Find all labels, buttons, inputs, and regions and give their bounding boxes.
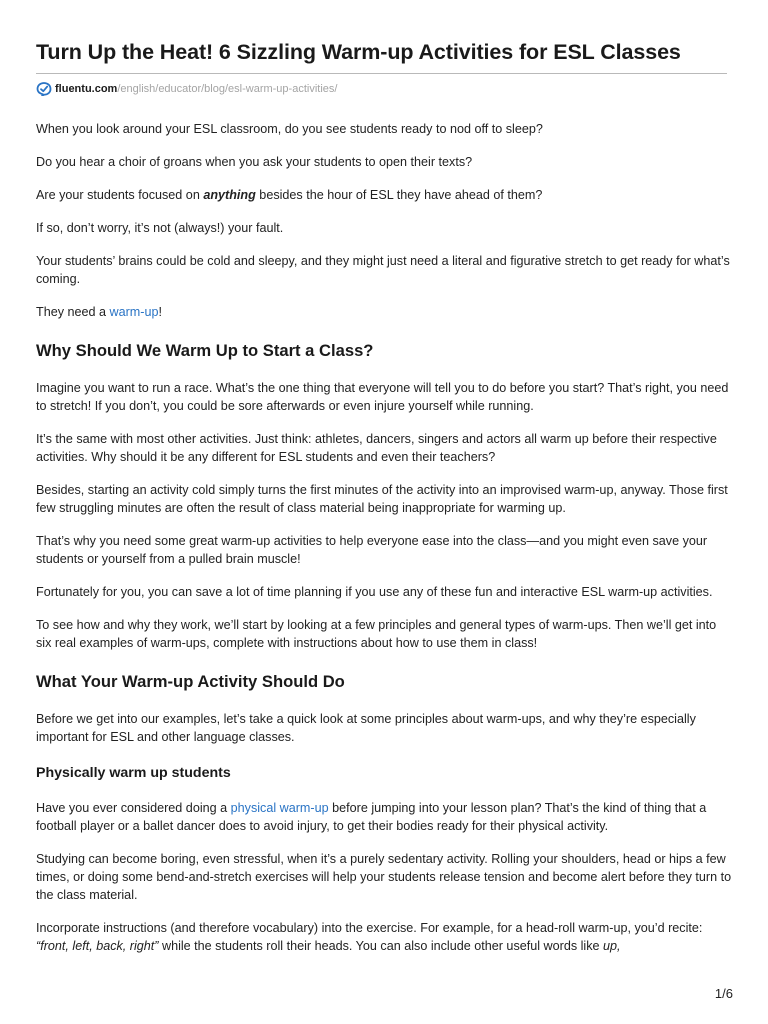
- emphasis-up: up,: [603, 939, 621, 953]
- fluentu-logo-icon: [36, 82, 52, 96]
- quoted-directions: “front, left, back, right”: [36, 939, 159, 953]
- title-divider: [36, 73, 727, 74]
- source-line: [36, 80, 734, 98]
- intro-paragraph-5: Your students’ brains could be cold and sleepy, and they might just need a literal and figurative stretch to get ready for what’s coming.: [36, 254, 730, 286]
- section1-paragraph-5: Fortunately for you, you can save a lot of time planning if you use any of these fun and interactive ESL warm-up activities.: [36, 585, 713, 599]
- section1-paragraph-6: To see how and why they work, we’ll start by looking at a few principles and general types of warm-ups. Then we’ll get into six real examples of warm-ups, complete with instructions about how to use them in class!: [36, 618, 717, 650]
- intro-paragraph-6: They need a warm-up!: [36, 305, 163, 319]
- section1-paragraph-3: Besides, starting an activity cold simply turns the first minutes of the activity into an improvised warm-up, anyway. Those first few struggling minutes are often the result of class material being inappropriate for warming up.: [36, 483, 728, 515]
- document-page: [36, 0, 734, 955]
- section-heading-why-warm-up: Why Should We Warm Up to Start a Class?: [36, 341, 374, 360]
- intro-paragraph-3: Are your students focused on anything besides the hour of ESL they have ahead of them?: [36, 188, 543, 202]
- intro-paragraph-4: If so, don’t worry, it’s not (always!) your fault.: [36, 221, 284, 235]
- section-heading-what-warm-up-should-do: What Your Warm-up Activity Should Do: [36, 672, 345, 691]
- source-path-link[interactable]: /english/educator/blog/esl-warm-up-activities/: [117, 83, 338, 95]
- intro-paragraph-1: When you look around your ESL classroom, do you see students ready to nod off to sleep?: [36, 122, 543, 136]
- page-title: Turn Up the Heat! 6 Sizzling Warm-up Activities for ESL Classes: [36, 40, 681, 64]
- source-domain-link[interactable]: fluentu.com: [55, 83, 118, 95]
- subsection-heading-physically-warm-up: Physically warm up students: [36, 765, 231, 781]
- intro-paragraph-2: Do you hear a choir of groans when you ask your students to open their texts?: [36, 155, 473, 169]
- physical-warm-up-link[interactable]: physical warm-up: [230, 801, 329, 815]
- page-number: 1/6: [714, 986, 733, 1001]
- section1-paragraph-4: That’s why you need some great warm-up activities to help everyone ease into the class—and you might even save your students or yourself from a pulled brain muscle!: [36, 534, 708, 566]
- subsection1-paragraph-1: Have you ever considered doing a physical warm-up before jumping into your lesson plan? That’s the kind of thing that a football player or a ballet dancer does to avoid injury, to get their bodies ready for their physical activity.: [36, 801, 707, 833]
- subsection1-paragraph-2: Studying can become boring, even stressful, when it’s a purely sedentary activity. Rolling your shoulders, head or hips a few times, or doing some bend-and-stretch exercises will help your students release tension and become alert before they turn to the class material.: [36, 852, 732, 902]
- emphasis-anything: anything: [203, 188, 256, 202]
- subsection1-paragraph-3: Incorporate instructions (and therefore vocabulary) into the exercise. For example, for a head-roll warm-up, you’d recite: “front, left, back, right” while the students roll their heads. You can also include other useful words like up,: [36, 921, 703, 953]
- section2-paragraph-1: Before we get into our examples, let’s take a quick look at some principles about warm-ups, and why they’re especially important for ESL and other language classes.: [36, 712, 696, 744]
- warm-up-link[interactable]: warm-up: [109, 305, 159, 319]
- section1-paragraph-1: Imagine you want to run a race. What’s the one thing that everyone will tell you to do before you start? That’s right, you need to stretch! If you don’t, you could be sore afterwards or even injure yourself while running.: [36, 381, 729, 413]
- section1-paragraph-2: It’s the same with most other activities. Just think: athletes, dancers, singers and actors all warm up before their respective activities. Why should it be any different for ESL students and even their teachers?: [36, 432, 717, 464]
